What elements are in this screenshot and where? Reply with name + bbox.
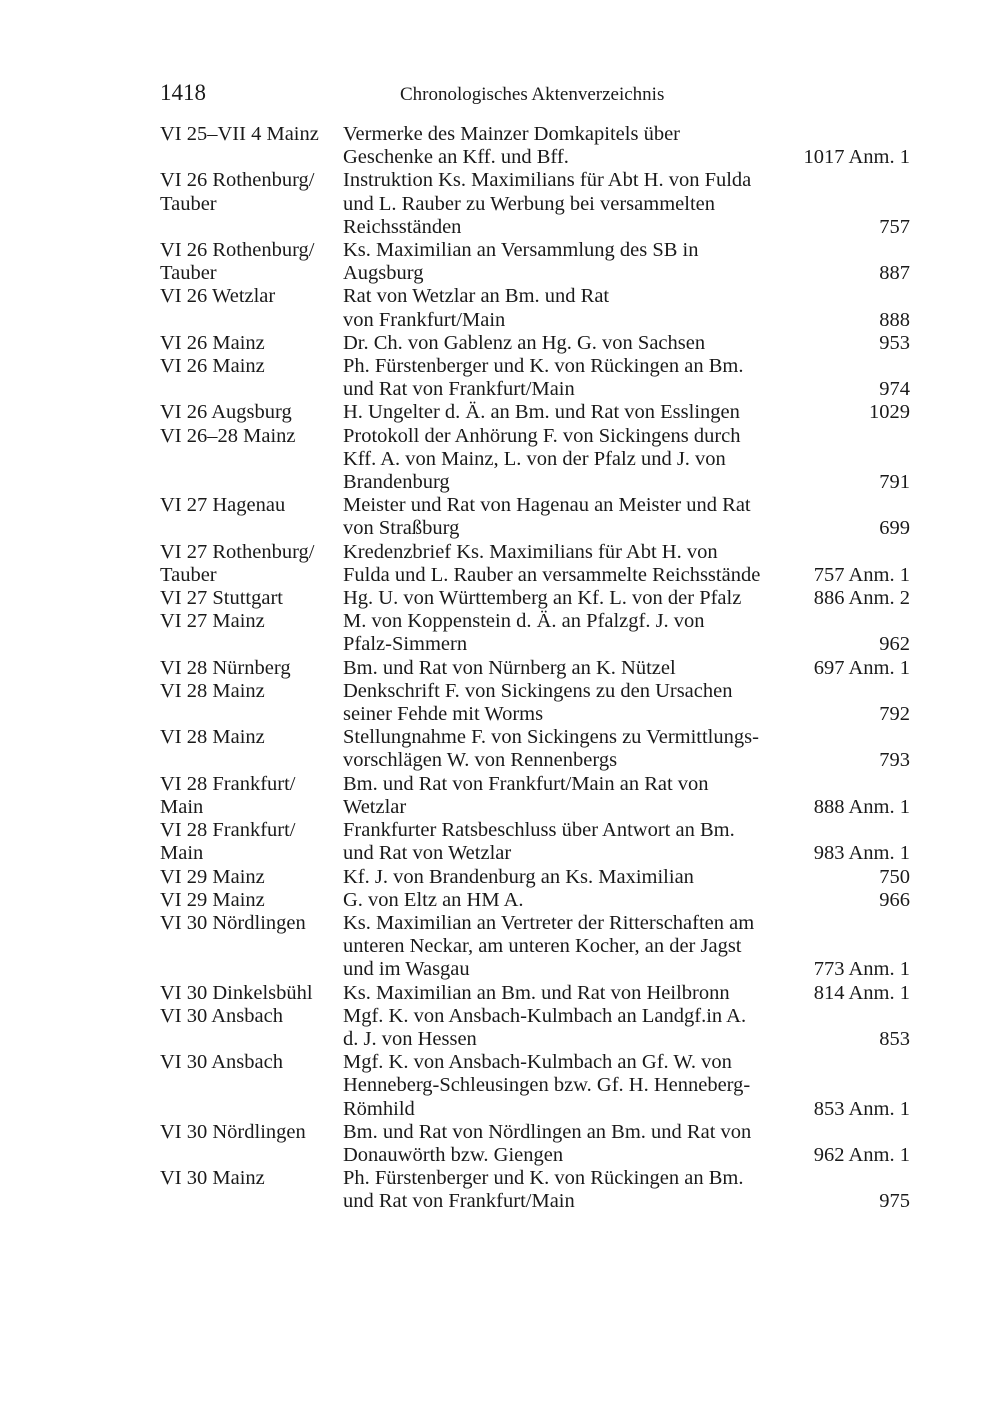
entry-description: Ph. Fürstenberger und K. von Rückingen an Bm. und Rat von Frankfurt/Main	[343, 355, 744, 401]
entry-description: Meister und Rat von Hagenau an Meister und Rat von Straßburg	[343, 494, 751, 540]
entry-description: Frankfurter Ratsbeschluss über Antwort an Bm. und Rat von Wetzlar	[343, 819, 735, 865]
entry-row	[160, 912, 910, 982]
entry-row	[160, 982, 910, 1005]
entry-description: G. von Eltz an HM A.	[343, 888, 524, 911]
entry-reference: 886 Anm. 2	[813, 587, 910, 610]
entry-date: VI 27 Stuttgart	[160, 587, 283, 610]
entry-description: Ks. Maximilian an Versammlung des SB in Augsburg	[343, 239, 699, 285]
entry-date: VI 29 Mainz	[160, 865, 265, 888]
entry-row	[160, 657, 910, 680]
entry-row	[160, 889, 910, 912]
entry-date: VI 27 Rothenburg/ Tauber	[160, 540, 315, 586]
entry-description: H. Ungelter d. Ä. an Bm. und Rat von Esslingen	[343, 401, 740, 424]
entry-row	[160, 726, 910, 772]
entry-row	[160, 355, 910, 401]
entry-description: Denkschrift F. von Sickingens zu den Ursachen seiner Fehde mit Worms	[343, 679, 733, 726]
entry-description: Vermerke des Mainzer Domkapitels über Geschenke an Kff. und Bff.	[343, 123, 680, 169]
entry-row	[160, 1167, 910, 1213]
entry-row	[160, 494, 910, 540]
entry-description: Instruktion Ks. Maximilians für Abt H. von Fulda und L. Rauber zu Werbung bei versammelten Reichsständen	[343, 169, 752, 238]
entry-description: Ks. Maximilian an Vertreter der Ritterschaften am unteren Neckar, am unteren Kocher, an der Jagst und im Wasgau	[343, 911, 755, 981]
entry-reference: 699	[879, 517, 910, 540]
entry-row	[160, 401, 910, 424]
entry-row	[160, 680, 910, 726]
entry-description: Rat von Wetzlar an Bm. und Rat von Frankfurt/Main	[343, 285, 610, 331]
entry-description: Bm. und Rat von Frankfurt/Main an Rat von Wetzlar	[343, 772, 709, 818]
entry-row	[160, 1051, 910, 1121]
entry-date: VI 26 Mainz	[160, 331, 265, 354]
entry-date: VI 25–VII 4 Mainz	[160, 123, 319, 145]
entry-reference: 962 Anm. 1	[813, 1143, 910, 1166]
entry-date: VI 28 Nürnberg	[160, 656, 291, 679]
entry-reference: 974	[879, 378, 910, 401]
entry-reference: 773 Anm. 1	[813, 958, 910, 981]
entry-date: VI 27 Mainz	[160, 610, 265, 633]
entry-reference: 814 Anm. 1	[813, 981, 910, 1004]
entry-row	[160, 169, 910, 239]
entry-row	[160, 123, 910, 169]
entry-date: VI 26–28 Mainz	[160, 424, 296, 447]
entry-reference: 757 Anm. 1	[813, 563, 910, 586]
entry-description: Kf. J. von Brandenburg an Ks. Maximilian	[343, 865, 694, 888]
entry-date: VI 26 Mainz	[160, 355, 265, 378]
entry-reference: 983 Anm. 1	[813, 842, 910, 865]
entry-description: Bm. und Rat von Nördlingen an Bm. und Rat von Donauwörth bzw. Giengen	[343, 1120, 752, 1166]
running-title: Chronologisches Aktenverzeichnis	[400, 84, 665, 105]
entry-row	[160, 610, 910, 656]
entry-reference: 853	[879, 1027, 910, 1050]
entry-row	[160, 773, 910, 819]
entry-reference: 966	[879, 888, 910, 911]
entry-date: VI 30 Nördlingen	[160, 911, 306, 934]
entry-reference: 1029	[869, 401, 910, 424]
entry-row	[160, 239, 910, 285]
entry-description: Ph. Fürstenberger und K. von Rückingen an Bm. und Rat von Frankfurt/Main	[343, 1167, 744, 1213]
entry-reference: 853 Anm. 1	[813, 1097, 910, 1120]
entry-row	[160, 332, 910, 355]
page-number: 1418	[160, 80, 206, 105]
entry-reference: 757	[879, 215, 910, 238]
entry-reference: 793	[879, 749, 910, 772]
entry-description: Protokoll der Anhörung F. von Sickingens durch Kff. A. von Mainz, L. von der Pfalz und J. von Brandenburg	[343, 424, 741, 494]
entry-reference: 750	[879, 865, 910, 888]
entry-description: Kredenzbrief Ks. Maximilians für Abt H. von Fulda und L. Rauber an versammelte Reichsstände	[343, 540, 761, 586]
entry-date: VI 26 Rothenburg/ Tauber	[160, 239, 315, 285]
entry-row	[160, 541, 910, 587]
entry-date: VI 29 Mainz	[160, 888, 265, 911]
entry-date: VI 26 Wetzlar	[160, 285, 276, 308]
entry-row	[160, 425, 910, 495]
entry-reference: 1017 Anm. 1	[803, 146, 910, 169]
entry-reference: 791	[879, 471, 910, 494]
entry-description: Dr. Ch. von Gablenz an Hg. G. von Sachsen	[343, 331, 706, 354]
entry-row	[160, 1005, 910, 1051]
entry-reference: 887	[879, 262, 910, 285]
entry-row	[160, 285, 910, 331]
entry-reference: 888	[879, 308, 910, 331]
entry-date: VI 30 Ansbach	[160, 1051, 283, 1074]
entry-row	[160, 866, 910, 889]
entry-description: Bm. und Rat von Nürnberg an K. Nützel	[343, 656, 676, 679]
entry-date: VI 28 Frankfurt/ Main	[160, 819, 296, 865]
entry-list	[160, 123, 910, 1214]
entry-reference: 792	[879, 703, 910, 726]
entry-description: Stellungnahme F. von Sickingens zu Vermittlungs- vorschlägen W. von Rennenbergs	[343, 726, 759, 772]
entry-date: VI 30 Ansbach	[160, 1004, 283, 1027]
entry-date: VI 30 Mainz	[160, 1167, 265, 1190]
entry-row	[160, 819, 910, 865]
entry-date: VI 26 Augsburg	[160, 401, 292, 424]
entry-row	[160, 1121, 910, 1167]
entry-date: VI 28 Mainz	[160, 679, 265, 702]
entry-row	[160, 587, 910, 610]
entry-reference: 975	[879, 1190, 910, 1213]
entry-description: Hg. U. von Württemberg an Kf. L. von der Pfalz	[343, 587, 742, 610]
entry-reference: 962	[879, 633, 910, 656]
entry-date: VI 30 Nördlingen	[160, 1120, 306, 1143]
entry-date: VI 28 Frankfurt/ Main	[160, 772, 296, 818]
entry-date: VI 26 Rothenburg/ Tauber	[160, 169, 315, 215]
entry-reference: 953	[879, 331, 910, 354]
entry-reference: 888 Anm. 1	[813, 795, 910, 818]
entry-description: Mgf. K. von Ansbach-Kulmbach an Gf. W. von Henneberg-Schleusingen bzw. Gf. H. Henneberg- Römhild	[343, 1051, 751, 1120]
entry-date: VI 30 Dinkelsbühl	[160, 981, 313, 1004]
entry-description: Ks. Maximilian an Bm. und Rat von Heilbronn	[343, 981, 730, 1004]
entry-date: VI 28 Mainz	[160, 726, 265, 749]
entry-date: VI 27 Hagenau	[160, 494, 286, 517]
entry-description: Mgf. K. von Ansbach-Kulmbach an Landgf.in A. d. J. von Hessen	[343, 1004, 747, 1050]
entry-reference: 697 Anm. 1	[813, 656, 910, 679]
page-header	[160, 78, 910, 108]
entry-description: M. von Koppenstein d. Ä. an Pfalzgf. J. von Pfalz-Simmern	[343, 610, 705, 656]
